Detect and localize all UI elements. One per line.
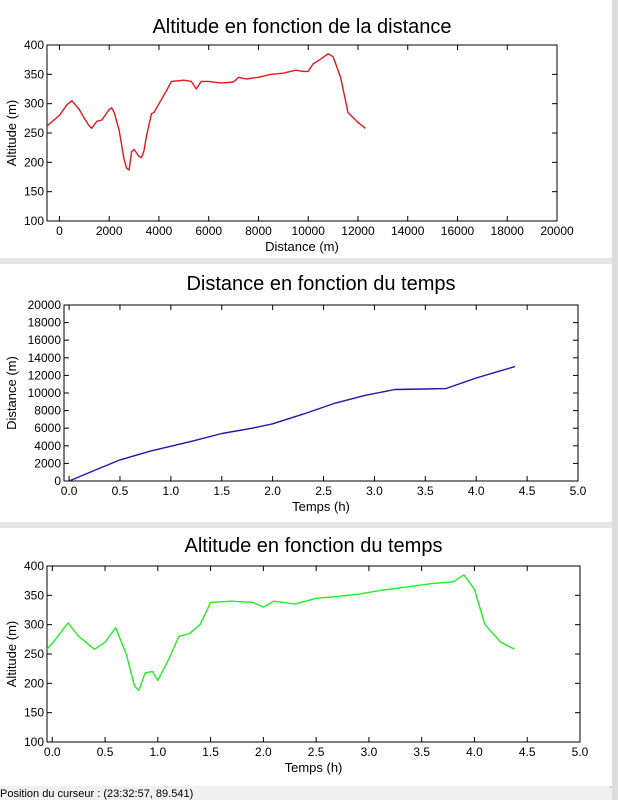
x-tick-label: 0.5 — [111, 484, 129, 498]
y-tick-label: 8000 — [34, 403, 61, 418]
x-tick-label: 5.0 — [569, 484, 587, 498]
y-axis-label: Altitude (m) — [4, 620, 19, 688]
y-tick-label: 20000 — [27, 298, 61, 312]
y-tick-label: 2000 — [34, 456, 61, 471]
x-tick-label: 4.0 — [466, 745, 483, 759]
x-axis-label: Temps (h) — [284, 760, 343, 775]
y-tick-label: 350 — [23, 588, 44, 603]
x-tick-label: 2000 — [95, 224, 123, 238]
y-tick-label: 250 — [23, 126, 44, 140]
y-tick-label: 400 — [23, 38, 44, 52]
chart-distance-temps — [0, 264, 612, 522]
plot-area[interactable] — [64, 305, 578, 481]
y-tick-label: 300 — [23, 617, 44, 632]
chart-altitude-distance — [0, 0, 612, 258]
x-axis-label: Distance (m) — [265, 239, 339, 254]
y-tick-label: 10000 — [27, 386, 61, 400]
panel-altitude-temps — [0, 528, 612, 786]
y-tick-label: 18000 — [27, 315, 61, 330]
y-tick-label: 150 — [23, 184, 44, 199]
x-tick-label: 3.5 — [413, 745, 431, 759]
y-tick-label: 200 — [23, 155, 44, 170]
x-tick-label: 20000 — [540, 224, 574, 238]
chart-title: Distance en fonction du temps — [186, 273, 456, 295]
x-tick-label: 1.0 — [149, 745, 167, 759]
y-tick-label: 150 — [23, 705, 44, 720]
x-tick-label: 4.5 — [518, 484, 536, 498]
x-tick-label: 4000 — [145, 224, 173, 238]
x-axis-label: Temps (h) — [292, 499, 350, 514]
x-tick-label: 18000 — [490, 224, 524, 238]
x-tick-label: 2.5 — [307, 745, 325, 759]
y-axis-label: Distance (m) — [4, 356, 19, 430]
x-tick-label: 10000 — [291, 224, 325, 238]
y-tick-label: 300 — [23, 96, 44, 111]
x-tick-label: 2.5 — [315, 484, 332, 498]
chart-title: Altitude en fonction du temps — [184, 535, 443, 557]
chart-title: Altitude en fonction de la distance — [152, 16, 452, 38]
y-tick-label: 100 — [23, 735, 44, 749]
x-tick-label: 12000 — [341, 224, 375, 238]
x-tick-label: 1.0 — [162, 484, 180, 498]
x-tick-label: 0.5 — [96, 745, 114, 759]
x-tick-label: 1.5 — [202, 745, 219, 759]
x-tick-label: 14000 — [391, 224, 425, 238]
x-tick-label: 4.5 — [518, 745, 536, 759]
y-tick-label: 6000 — [34, 421, 61, 436]
y-tick-label: 12000 — [27, 368, 61, 383]
x-tick-label: 16000 — [440, 224, 475, 238]
y-tick-label: 4000 — [34, 438, 61, 453]
x-tick-label: 5.0 — [571, 745, 589, 759]
y-axis-label: Altitude (m) — [4, 99, 19, 167]
x-tick-label: 3.5 — [416, 484, 434, 498]
y-tick-label: 14000 — [27, 350, 61, 365]
plot-area[interactable] — [47, 566, 580, 742]
x-tick-label: 6000 — [195, 224, 223, 238]
x-tick-label: 0 — [56, 224, 63, 238]
x-tick-label: 2.0 — [255, 745, 272, 759]
x-tick-label: 8000 — [245, 224, 272, 238]
chart-altitude-temps — [0, 528, 612, 786]
x-tick-label: 1.5 — [213, 484, 231, 498]
y-tick-label: 0 — [54, 474, 61, 488]
status-bar-cursor-position: Position du curseur : (23:32:57, 89.541) — [0, 788, 612, 800]
x-tick-label: 3.0 — [360, 745, 378, 759]
y-tick-label: 350 — [23, 67, 44, 82]
x-tick-label: 0.0 — [60, 484, 78, 498]
y-tick-label: 400 — [23, 559, 44, 573]
x-tick-label: 0.0 — [43, 745, 61, 759]
x-tick-label: 2.0 — [264, 484, 281, 498]
y-tick-label: 100 — [23, 214, 44, 228]
x-tick-label: 4.0 — [467, 484, 485, 498]
y-tick-label: 200 — [23, 676, 44, 691]
y-tick-label: 16000 — [27, 333, 61, 348]
panel-altitude-distance — [0, 0, 612, 258]
x-tick-label: 3.0 — [366, 484, 383, 498]
y-tick-label: 250 — [23, 647, 44, 661]
panel-distance-temps — [0, 264, 612, 522]
